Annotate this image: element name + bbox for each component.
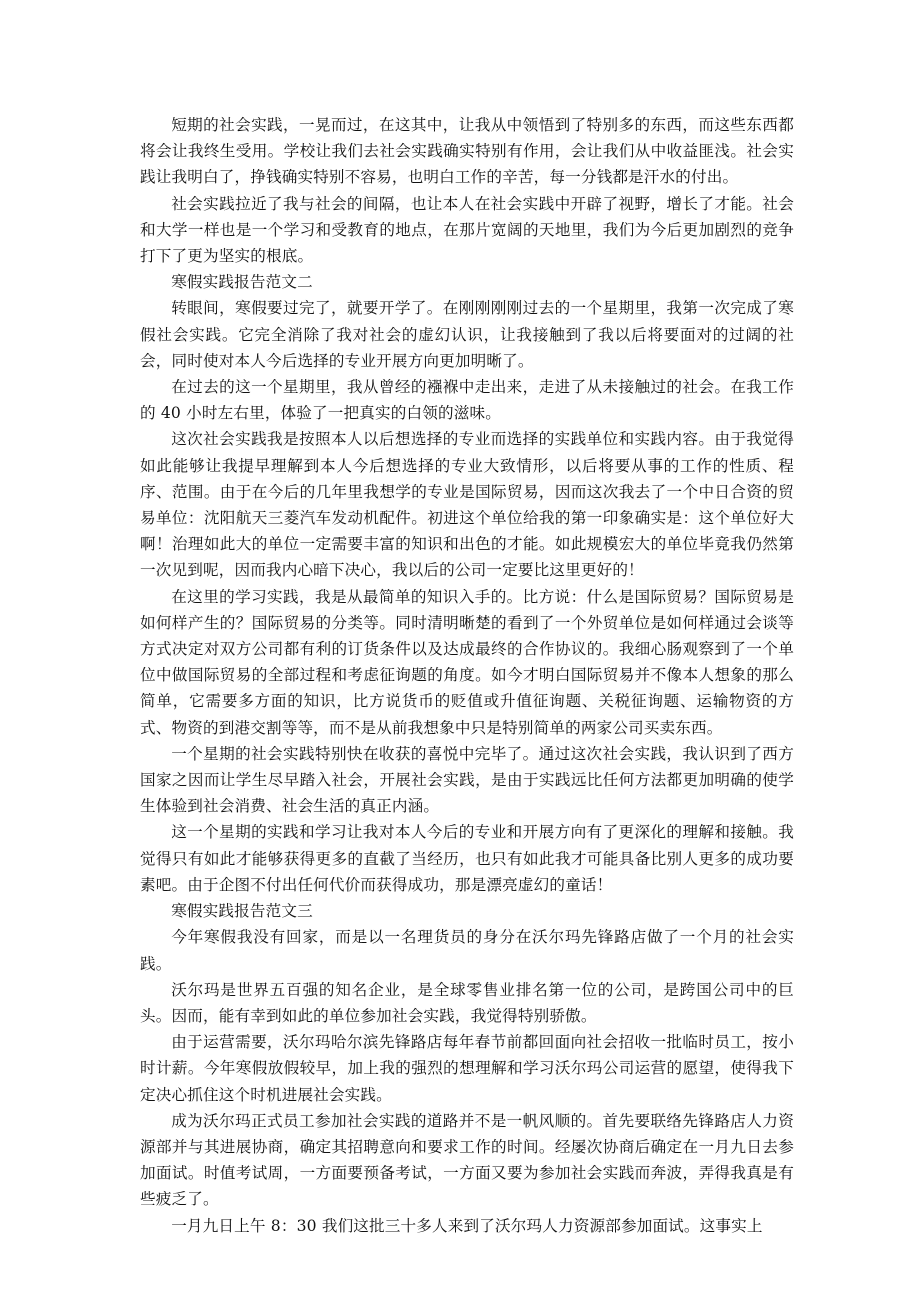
paragraph: 在过去的这一个星期里，我从曾经的襁褓中走出来，走进了从未接触过的社会。在我工作的 40 小时左右里，体验了一把真实的白领的滋味。: [140, 378, 794, 423]
paragraph: 由于运营需要，沃尔玛哈尔滨先锋路店每年春节前都回面向社会招收一批临时员工，按小时计薪。今年寒假放假较早，加上我的强烈的想理解和学习沃尔玛公司运营的愿望，使得我下定决心抓住这个时机进展社会实践。: [140, 1033, 794, 1104]
document-body: [140, 112, 794, 1239]
paragraph: 今年寒假我没有回家，而是以一名理货员的身分在沃尔玛先锋路店做了一个月的社会实践。: [140, 928, 794, 973]
paragraph: 短期的社会实践，一晃而过，在这其中，让我从中领悟到了特别多的东西，而这些东西都将会让我终生受用。学校让我们去社会实践确实特别有作用，会让我们从中收益匪浅。社会实践让我明白了，挣钱确实特别不容易，也明白工作的辛苦，每一分钱都是汗水的付出。: [140, 116, 794, 187]
paragraph: 沃尔玛是世界五百强的知名企业，是全球零售业排名第一位的公司，是跨国公司中的巨头。因而，能有幸到如此的单位参加社会实践，我觉得特别骄傲。: [140, 980, 794, 1025]
paragraph: 这一个星期的实践和学习让我对本人今后的专业和开展方向有了更深化的理解和接触。我觉得只有如此才能够获得更多的直截了当经历，也只有如此我才可能具备比别人更多的成功要素吧。由于企图不付出任何代价而获得成功，那是漂亮虚幻的童话！: [140, 823, 794, 894]
paragraph: 社会实践拉近了我与社会的间隔，也让本人在社会实践中开辟了视野，增长了才能。社会和大学一样也是一个学习和受教育的地点，在那片宽阔的天地里，我们为今后更加剧烈的竞争打下了更为坚实的根底。: [140, 194, 794, 266]
paragraph: 转眼间，寒假要过完了，就要开学了。在刚刚刚刚过去的一个星期里，我第一次完成了寒假社会实践。它完全消除了我对社会的虚幻认识，让我接触到了我以后将要面对的过阔的社会，同时使对本人今后选择的专业开展方向更加明晰了。: [140, 299, 794, 370]
paragraph: 这次社会实践我是按照本人以后想选择的专业而选择的实践单位和实践内容。由于我觉得如此能够让我提早理解到本人今后想选择的专业大致情形，以后将要从事的工作的性质、程序、范围。由于在今后的几年里我想学的专业是国际贸易，因而这次我去了一个中日合资的贸易单位：沈阳航天三菱汽车发动机配件。初进这个单位给我的第一印象确实是：这个单位好大啊！治理如此大的单位一定需要丰富的知识和出色的才能。如此规模宏大的单位毕竟我仍然第一次见到呢，因而我内心暗下决心，我以后的公司一定要比这里更好的！: [140, 430, 794, 580]
paragraph: 在这里的学习实践，我是从最简单的知识入手的。比方说：什么是国际贸易？国际贸易是如何样产生的？国际贸易的分类等。同时清明晰楚的看到了一个外贸单位是如何样通过会谈等方式决定对双方公司都有利的订货条件以及达成最终的合作协议的。我细心肠观察到了一个单位中做国际贸易的全部过程和考虑征询题的角度。如今才明白国际贸易并不像本人想象的那么简单，它需要多方面的知识，比方说货币的贬值或升值征询题、关税征询题、运输物资的方式、物资的到港交割等等，而不是从前我想象中只是特别简单的两家公司买卖东西。: [140, 587, 794, 737]
paragraph: 一个星期的社会实践特别快在收获的喜悦中完毕了。通过这次社会实践，我认识到了西方国家之因而让学生尽早踏入社会，开展社会实践，是由于实践远比任何方法都更加明确的使学生体验到社会消费、社会生活的真正内涵。: [140, 744, 794, 816]
section-heading: 寒假实践报告范文三: [171, 902, 313, 921]
section-heading: 寒假实践报告范文二: [171, 273, 313, 292]
paragraph: 一月九日上午 8：30 我们这批三十多人来到了沃尔玛人力资源部参加面试。这事实上: [171, 1216, 763, 1235]
paragraph: 成为沃尔玛正式员工参加社会实践的道路并不是一帆风顺的。首先要联络先锋路店人力资源部并与其进展协商，确定其招聘意向和要求工作的时间。经屡次协商后确定在一月九日去参加面试。时值考试周，一方面要预备考试，一方面又要为参加社会实践而奔波，弄得我真是有些疲乏了。: [140, 1111, 794, 1209]
